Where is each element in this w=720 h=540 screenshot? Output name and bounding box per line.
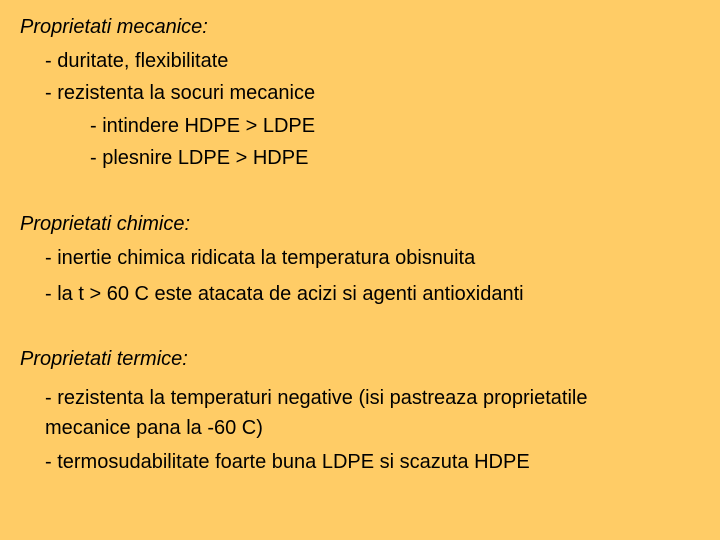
mechanical-subitem-stretching: - intindere HDPE > LDPE bbox=[90, 115, 316, 137]
mechanical-item-hardness: - duritate, flexibilitate bbox=[45, 50, 229, 72]
mechanical-subitem-cracking: - plesnire LDPE > HDPE bbox=[90, 147, 309, 169]
chemical-item-acid-attack: - la t > 60 C este atacata de acizi si agenti antioxidanti bbox=[45, 283, 524, 305]
thermal-properties-heading: Proprietati termice: bbox=[20, 348, 188, 370]
mechanical-item-shock-resistance: - rezistenta la socuri mecanice bbox=[45, 82, 316, 104]
mechanical-properties-heading: Proprietati mecanice: bbox=[20, 16, 208, 38]
chemical-properties-heading: Proprietati chimice: bbox=[20, 213, 191, 235]
chemical-item-inertness: - inertie chimica ridicata la temperatura obisnuita bbox=[45, 247, 476, 269]
thermal-item-negative-temp-line1: - rezistenta la temperaturi negative (isi pastreaza proprietatile bbox=[45, 387, 588, 409]
thermal-item-heat-sealability: - termosudabilitate foarte buna LDPE si scazuta HDPE bbox=[45, 451, 530, 473]
thermal-item-negative-temp-line2: mecanice pana la -60 C) bbox=[45, 417, 263, 439]
